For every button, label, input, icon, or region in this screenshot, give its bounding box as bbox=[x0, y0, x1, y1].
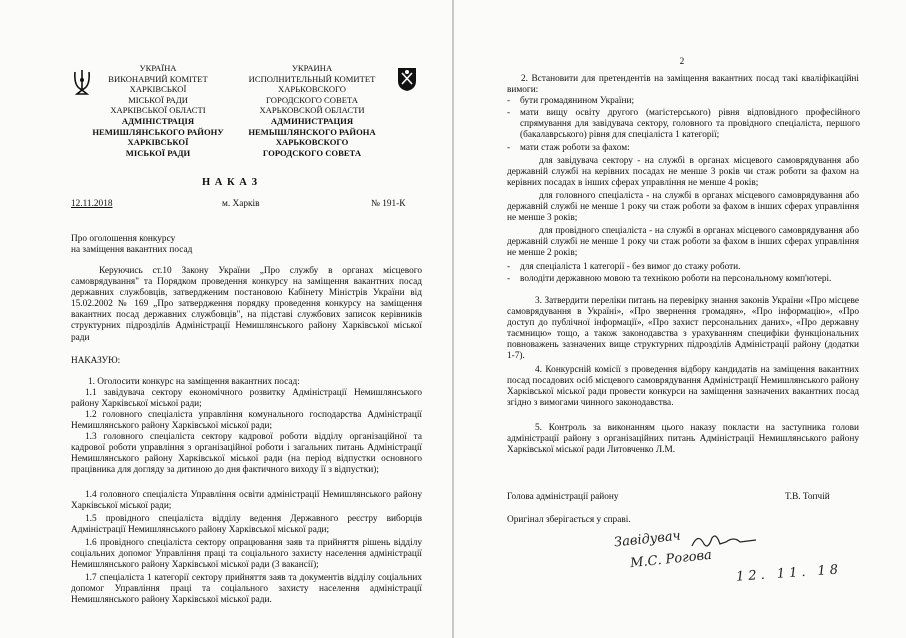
original-note: Оригінал зберігається у справі. bbox=[507, 515, 631, 525]
signer-name: Т.В. Топчій bbox=[785, 492, 830, 502]
item-1-2: 1.2 головного спеціаліста управління комунального господарства Адміністрації Немишлянського району Харківської міської ради; bbox=[71, 410, 422, 432]
bullet-dash: - bbox=[507, 108, 511, 118]
item-1-6: 1.6 провідного спеціаліста сектору опрацювання заяв та прийняття рішень відділу соціальних допомог Управління праці та соціального захисту населення адміністрації Немишлянського району Харківської міської ради (3 вакансії); bbox=[71, 538, 422, 571]
bullet-language: володіти державною мовою та технікою роботи на персональному комп'ютері. bbox=[520, 274, 832, 284]
bullet-dash: - bbox=[507, 274, 511, 284]
item-1-7: 1.7 спеціаліста 1 категорії сектору прийняття заяв та документів відділу соціальних допомог Управління праці та соціального захисту населення адміністрації Немишлянського району Харківської міської ради. bbox=[71, 573, 422, 606]
item-1-4: 1.4 головного спеціаліста Управління освіти адміністрації Немишлянського району Харківської міської ради; bbox=[71, 490, 422, 512]
item-2-intro: 2. Встановити для претендентів на заміщення вакантних посад такі кваліфікаційні вимоги: bbox=[507, 74, 859, 96]
bullet-dash: - bbox=[507, 143, 511, 153]
handwritten-position: Завідувач bbox=[613, 528, 682, 551]
page-number: 2 bbox=[679, 57, 685, 67]
item-5: 5. Контроль за виконанням цього наказу покласти на заступника голови адміністрації району з організаційних питань Адміністрації Немишлянського району Харківської міської ради Литовченко Л.М. bbox=[507, 423, 859, 456]
bullet-experience: мати стаж роботи за фахом: bbox=[520, 143, 630, 153]
page-2 bbox=[454, 0, 906, 638]
bullet-specialist-1: для спеціаліста 1 категорії - без вимог до стажу роботи. bbox=[520, 262, 741, 272]
item-1-3: 1.3 головного спеціаліста сектору кадрової роботи відділу організаційної та кадрової роботи управління з організаційної роботи і загальних питань Адміністрації Немишлянського району Харківської міської ради (на період відпустки основного працівника для догляду за дитиною до дня фактичного виходу її з відпустки); bbox=[71, 432, 422, 476]
bullet-education: мати вищу освіту другого (магістерського) рівня відповідного професійного спрямування для завідувача сектору, головного та провідного спеціаліста, першого (бакалаврського) рівня для спеціаліста 1 категорії; bbox=[520, 108, 860, 141]
handwritten-name: М.С. Рогова bbox=[629, 547, 713, 572]
order-word: НАКАЗУЮ: bbox=[71, 356, 121, 366]
order-preamble: Керуючись ст.10 Закону України „Про службу в органах місцевого самоврядування" та Порядком проведення конкурсу на заміщення вакантних посад державних службовців, затвердженим постановою Кабінету Міністрів України від 15.02.2002 № 169 „Про затвердження порядку проведення конкурсу на заміщення вакантних посад державних службовців", на підставі службових записок керівників структурних підрозділів Адміністрації Немишлянського району Харківської міської ради bbox=[71, 266, 422, 343]
stage-head: для завідувача сектору - на службі в органах місцевого самоврядування або державній службі на керівних посадах не менше 3 років чи стаж роботи за фахом на керівних посадах в інших сферах управління не менше 4 років; bbox=[507, 156, 859, 189]
item-1: 1. Оголосити конкурс на заміщення вакантних посад: bbox=[88, 377, 300, 387]
stage-leading-specialist: для провідного спеціаліста - на службі в органах місцевого самоврядування або державній службі не менше 1 року чи стаж роботи за фахом в інших сферах управління не менше 2 років; bbox=[507, 226, 859, 259]
item-4: 4. Конкурсній комісії з проведення відбору кандидатів на заміщення вакантних посад посадових осіб місцевого самоврядування Адміністрації Немишлянського району Харківської міської ради провести конкурси на заміщення зазначених вакантних посад згідно з вимогами чинного законодавства. bbox=[507, 365, 859, 409]
page-1 bbox=[0, 0, 452, 638]
order-city: м. Харків bbox=[222, 199, 260, 209]
signer-title: Голова адміністрації району bbox=[507, 492, 619, 502]
stage-chief-specialist: для головного спеціаліста - на службі в органах місцевого самоврядування або державній службі не менше 1 року чи стаж роботи за фахом в інших сферах управління не менше 3 років; bbox=[507, 191, 859, 224]
bullet-dash: - bbox=[507, 262, 511, 272]
order-number: № 191-К bbox=[371, 199, 406, 209]
header-ukrainian: УКРАЇНА ВИКОНАВЧИЙ КОМІТЕТ ХАРКІВСЬКОЇ МІСЬКОЇ РАДИ ХАРКІВСЬКОЇ ОБЛАСТІ АДМІНІСТРАЦІЯ НЕМИШЛЯНСЬКОГО РАЙОНУ ХАРКІВСЬКОЇ МІСЬКОЇ РАДИ bbox=[92, 63, 224, 158]
document-type: Н А К А З bbox=[202, 177, 258, 188]
bullet-dash: - bbox=[507, 96, 511, 106]
item-1-1: 1.1 завідувача сектору економічного розвитку Адміністрації Немишлянського району Харківської міської ради; bbox=[71, 388, 422, 410]
order-date: 12.11.2018 bbox=[71, 199, 113, 209]
handwritten-date: 12. 11. 18 bbox=[735, 562, 843, 585]
order-subject: Про оголошення конкурсу на заміщення вакантних посад bbox=[71, 234, 193, 256]
bullet-citizen: бути громадянином України; bbox=[520, 96, 635, 106]
header-russian: УКРАИНА ИСПОЛНИТЕЛЬНЫЙ КОМИТЕТ ХАРЬКОВСКОГО ГОРОДСКОГО СОВЕТА ХАРЬКОВСКОЙ ОБЛАСТИ АДМИНИСТРАЦИЯ НЕМЫШЛЯНСКОГО РАЙОНА ХАРЬКОВСКОГО ГОРОДСКОГО СОВЕТА bbox=[248, 63, 376, 158]
item-1-5: 1.5 провідного спеціаліста відділу ведення Державного реєстру виборців Адміністрації Немишлянського району Харківської міської ради; bbox=[71, 514, 422, 536]
item-3: 3. Затвердити переліки питань на перевірку знання законів України «Про місцеве самоврядування в Україні», «Про звернення громадян», «Про інформацію», «Про доступ до публічної інформації», «Про захист персональних даних», «Про державну таємницю» тощо, а також законодавства з урахуванням специфіки функціональних повноважень зазначених вище структурних підрозділів Адміністрації району (додатки 1-7). bbox=[507, 296, 859, 362]
kharkiv-city-emblem-icon bbox=[396, 66, 418, 97]
